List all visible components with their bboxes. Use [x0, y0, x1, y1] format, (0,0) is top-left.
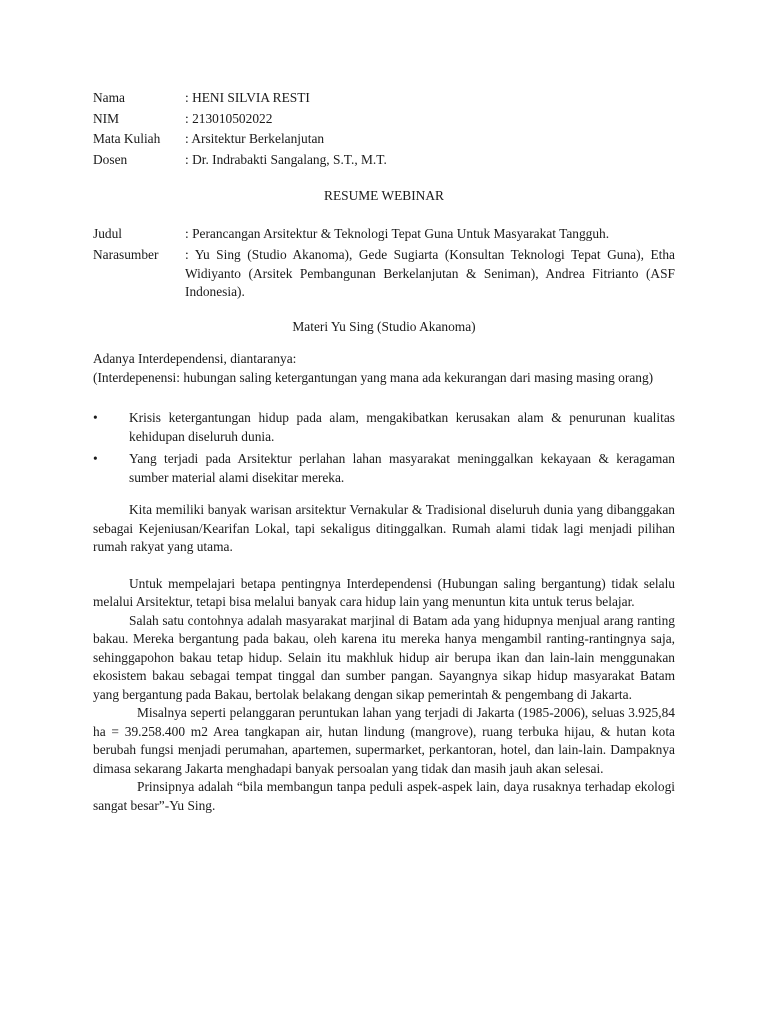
field-value: : Yu Sing (Studio Akanoma), Gede Sugiarta (Konsultan Teknologi Tepat Guna), Etha Widiyanto (Arsitek Pembangunan Berkelanjutan & Seniman), Andrea Fitrianto (ASF Indonesia).: [185, 247, 675, 299]
field-label: Judul: [93, 225, 123, 241]
field-value: : Perancangan Arsitektur & Teknologi Tepat Guna Untuk Masyarakat Tangguh.: [185, 225, 610, 241]
student-info: [93, 89, 675, 171]
paragraph: Untuk mempelajari betapa pentingnya Interdependensi (Hubungan saling bergantung) tidak selalu melalui Arsitektur, tetapi bisa melalui banyak cara hidup lain yang menuntun kita untuk terus belajar.: [93, 575, 675, 609]
info-label: Dosen: [93, 151, 128, 167]
section-title: Materi Yu Sing (Studio Akanoma): [292, 318, 476, 334]
bullet-text: Krisis ketergantungan hidup pada alam, mengakibatkan kerusakan alam & penurunan kualitas kehidupan diseluruh dunia.: [129, 410, 675, 444]
bullet-item: [93, 409, 675, 446]
info-value: : Dr. Indrabakti Sangalang, S.T., M.T.: [185, 151, 387, 167]
intro-line: Adanya Interdependensi, diantaranya:: [93, 351, 297, 366]
paragraph: Misalnya seperti pelanggaran peruntukan lahan yang terjadi di Jakarta (1985-2006), seluas 3.925,84 ha = 39.258.400 m2 Area tangkapan air, hutan lindung (mangrove), ruang terbuka hijau, & hutan kota berubah fungsi menjadi perumahan, apartemen, supermarket, perkantoran, hotel, dan lain-lain. Dampaknya dimasa sekarang Jakarta menghadapi banyak persoalan yang tidak dan masih jauh akan selesai.: [93, 705, 675, 776]
info-value: : HENI SILVIA RESTI: [185, 90, 310, 105]
info-value: : Arsitektur Berkelanjutan: [185, 131, 325, 146]
info-label: Nama: [93, 90, 125, 105]
bullet-text: Yang terjadi pada Arsitektur perlahan lahan masyarakat meninggalkan kekayaan & keragaman sumber material alami disekitar mereka.: [129, 451, 675, 485]
info-row-mata-kuliah: [93, 130, 675, 151]
paragraph: Salah satu contohnya adalah masyarakat marjinal di Batam ada yang hidupnya menjual arang ranting bakau. Mereka bergantung pada bakau, oleh karena itu mereka hanya mengambil ranting-rantingnya saja, sehinggapohon bakau tetap hidup. Selain itu makhluk hidup air berupa ikan dan lain-lain menggunakan ekosistem bakau sebagai tempat tinggal dan sumber pangan. Sayangnya sikap hidup masyarakat Batam yang bergantung pada Bakau, bertolak belakang dengan sikap pemerintah & pengembang di Jakarta.: [93, 612, 675, 702]
info-label: Mata Kuliah: [93, 131, 161, 146]
field-narasumber: [93, 246, 675, 302]
bullet-list: [93, 409, 675, 487]
info-row-nim: [93, 110, 675, 131]
info-value: : 213010502022: [185, 110, 273, 126]
info-row-nama: [93, 89, 675, 110]
intro-definition: (Interdepenensi: hubungan saling ketergantungan yang mana ada kekurangan dari masing masing orang): [93, 369, 654, 385]
document-page: [93, 89, 675, 815]
info-row-dosen: [93, 151, 675, 172]
document-title: RESUME WEBINAR: [324, 188, 444, 203]
bullet-icon: •: [93, 410, 98, 425]
paragraph: Kita memiliki banyak warisan arsitektur Vernakular & Tradisional diseluruh dunia yang dibanggakan sebagai Kejeniusan/Kearifan Lokal, tapi sekaligus ditinggalkan. Rumah alami tidak lagi menjadi pilihan rumah rakyat yang utama.: [93, 502, 675, 554]
field-label: Narasumber: [93, 247, 159, 262]
info-label: NIM: [93, 110, 120, 126]
bullet-item: [93, 450, 675, 487]
paragraph: Prinsipnya adalah “bila membangun tanpa peduli aspek-aspek lain, daya rusaknya terhadap ekologi sangat besar”-Yu Sing.: [93, 779, 675, 813]
field-judul: [93, 225, 675, 244]
bullet-icon: •: [93, 451, 98, 466]
